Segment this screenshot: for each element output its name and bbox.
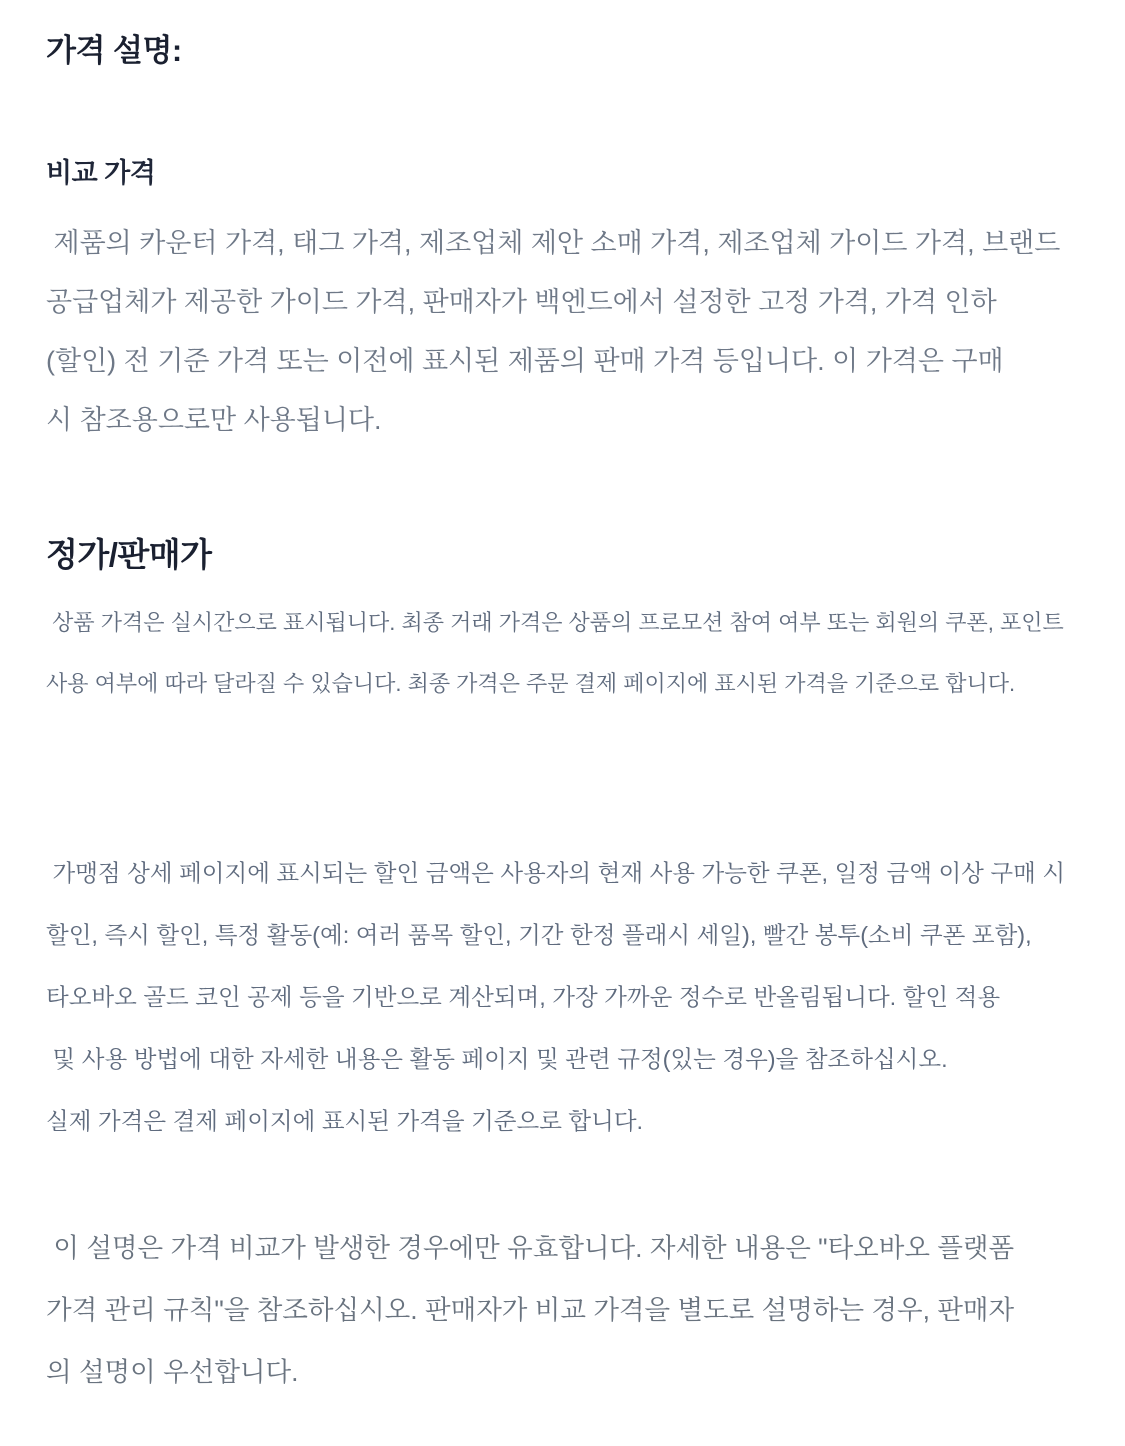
text-line: 제품의 카운터 가격, 태그 가격, 제조업체 제안 소매 가격, 제조업체 가이드 가격, 브랜드: [46, 228, 1061, 258]
closing-note-paragraph: [46, 1217, 1095, 1403]
text-line: 실제 가격은 결제 페이지에 표시된 가격을 기준으로 합니다.: [46, 1108, 644, 1134]
text-line: (할인) 전 기준 가격 또는 이전에 표시된 제품의 판매 가격 등입니다. 이 가격은 구매: [46, 346, 1004, 376]
text-line: 시 참조용으로만 사용됩니다.: [46, 405, 382, 435]
section-closing-note: [46, 1217, 1095, 1403]
text-line: 상품 가격은 실시간으로 표시됩니다. 최종 거래 가격은 상품의 프로모션 참여 여부 또는 회원의 쿠폰, 포인트: [46, 610, 1064, 635]
text-line: 할인, 즉시 할인, 특정 활동(예: 여러 품목 할인, 기간 한정 플래시 세일), 빨간 봉투(소비 쿠폰 포함),: [46, 922, 1032, 948]
section-list-sale-price: [46, 533, 1095, 1152]
text-line: 의 설명이 우선합니다.: [46, 1357, 299, 1387]
comparison-price-paragraph: [46, 214, 1095, 450]
text-line: 타오바오 골드 코인 공제 등을 기반으로 계산되며, 가장 가까운 정수로 반올림됩니다. 할인 적용: [46, 984, 1001, 1010]
text-line: 및 사용 방법에 대한 자세한 내용은 활동 페이지 및 관련 규정(있는 경우)을 참조하십시오.: [46, 1046, 948, 1072]
section-comparison-price: [46, 155, 1095, 450]
discount-calculation-paragraph: [46, 842, 1095, 1152]
page-title: 가격 설명:: [46, 33, 182, 68]
list-sale-price-heading: 정가/판매가: [46, 536, 212, 573]
text-line: 가격 관리 규칙"을 참조하십시오. 판매자가 비교 가격을 별도로 설명하는 경우, 판매자: [46, 1295, 1015, 1325]
text-line: 공급업체가 제공한 가이드 가격, 판매자가 백엔드에서 설정한 고정 가격, 가격 인하: [46, 287, 997, 317]
text-line: 이 설명은 가격 비교가 발생한 경우에만 유효합니다. 자세한 내용은 "타오바오 플랫폼: [46, 1233, 1015, 1263]
text-line: 사용 여부에 따라 달라질 수 있습니다. 최종 가격은 주문 결제 페이지에 표시된 가격을 기준으로 합니다.: [46, 671, 1016, 696]
text-line: 가맹점 상세 페이지에 표시되는 할인 금액은 사용자의 현재 사용 가능한 쿠폰, 일정 금액 이상 구매 시: [46, 860, 1066, 886]
realtime-price-paragraph: [46, 592, 1095, 714]
comparison-price-heading: 비교 가격: [46, 158, 156, 188]
